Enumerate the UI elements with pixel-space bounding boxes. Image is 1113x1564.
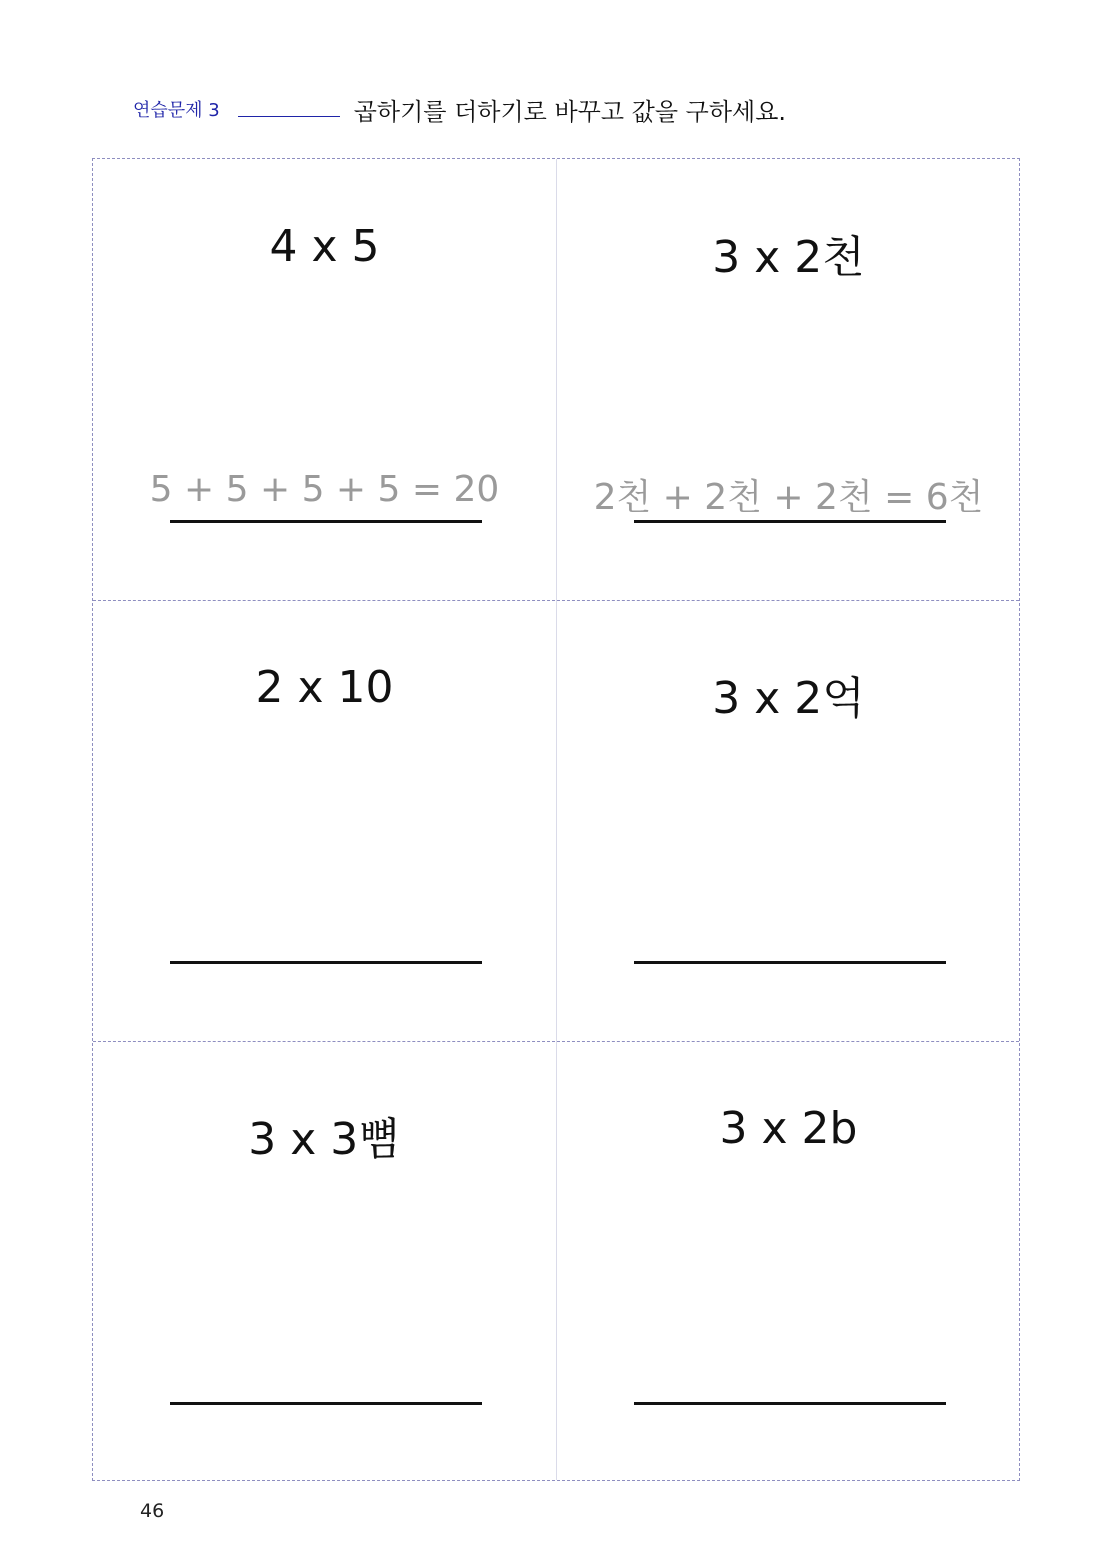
exercise-header: [133, 92, 786, 126]
problem-cell: [557, 1041, 1020, 1482]
problem-cell: [93, 1041, 556, 1482]
name-blank[interactable]: [238, 116, 340, 117]
answer-example: 2천 + 2천 + 2천 = 6천: [593, 477, 984, 518]
answer-example: 5 + 5 + 5 + 5 = 20: [149, 469, 500, 510]
answer-line[interactable]: [634, 520, 946, 523]
problem-expression: 4 x 5: [269, 221, 380, 272]
instruction-text: 곱하기를 더하기로 바꾸고 값을 구하세요.: [353, 97, 787, 126]
page-number: 46: [140, 1500, 165, 1522]
answer-line[interactable]: [170, 961, 482, 964]
answer-line[interactable]: [170, 520, 482, 523]
problem-expression: 3 x 2b: [719, 1103, 858, 1154]
answer-line[interactable]: [634, 961, 946, 964]
problem-grid: [92, 158, 1020, 1481]
problem-expression: 3 x 2억: [712, 673, 865, 724]
problem-cell: [93, 159, 556, 600]
problem-expression: 3 x 2천: [712, 232, 865, 283]
answer-line[interactable]: [170, 1402, 482, 1405]
answer-line[interactable]: [634, 1402, 946, 1405]
problem-cell: [93, 600, 556, 1041]
problem-expression: 2 x 10: [255, 662, 394, 713]
exercise-label: 연습문제 3: [133, 100, 220, 121]
problem-cell: [557, 159, 1020, 600]
problem-cell: [557, 600, 1020, 1041]
problem-expression: 3 x 3뼘: [248, 1114, 401, 1165]
